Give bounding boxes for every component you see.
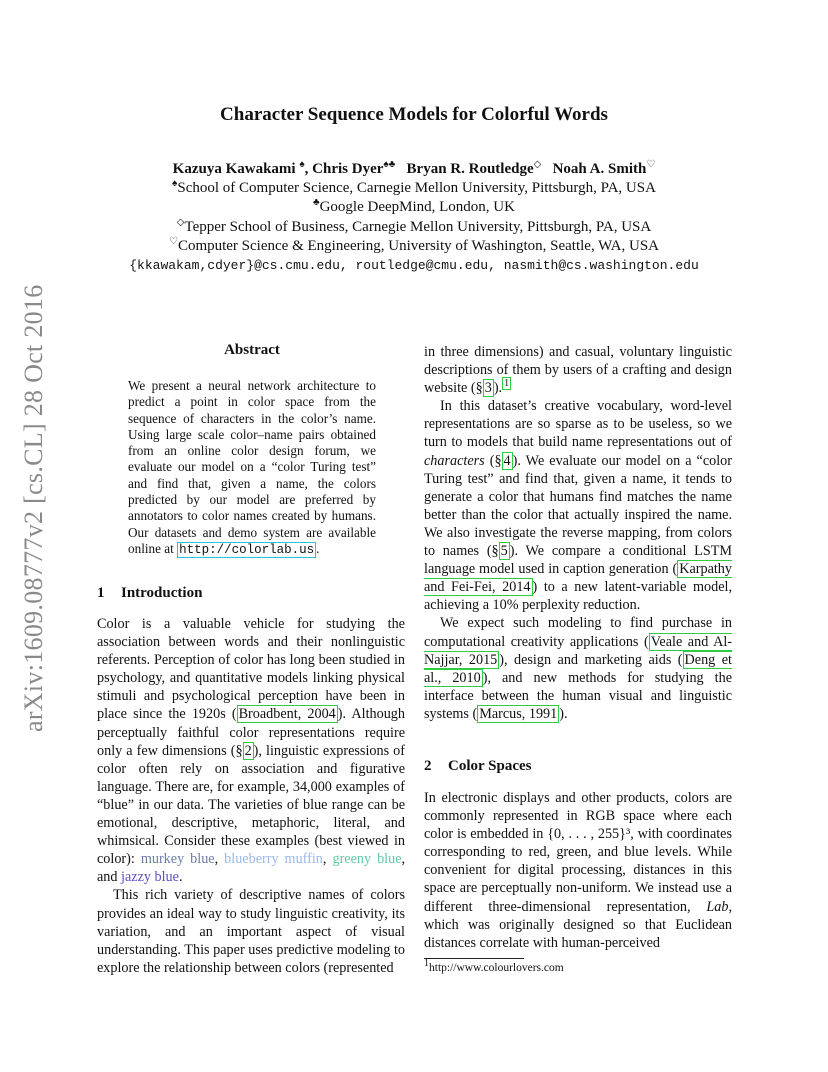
affiliation-4-mark: ♡ [168,235,178,247]
author-3: Bryan R. Routledge [406,161,534,177]
intro-p1-c: ), linguistic expressions of color often rely on association and figurative language. There are, for example, 34,000 examples of “blue” in our data. The varieties of blue range can be emotional, descriptive, metaphoric, literal, and whimsical. Consider these examples (best viewed in color): [97,742,405,868]
ref-section-2[interactable]: 2 [244,742,252,759]
author-4-mark: ♡ [646,159,656,170]
right-p1-b: ). [493,380,503,397]
right-p2-d: ). We compare a conditional LSTM language model used in caption generation ( [424,543,732,578]
abstract-heading: Abstract [224,342,280,358]
intro-and: , and [97,851,406,886]
author-1: Kazuya Kawakami [172,161,296,177]
example-jazzy-blue: jazzy blue [121,869,179,886]
footnote-ref-1[interactable]: 1 [504,378,510,390]
abstract-text: We present a neural network architecture to predict a point in color space from the sequence of characters in the color’s name. Using large scale color–name pairs obtained from an online color design forum, we evaluate our model on a “color Turing test” and find that, given a name, the colors predicted by our model are preferred by annotators to color names created by humans. Our datasets and demo system are available online at [128,378,376,556]
affiliation-3-text: Tepper School of Business, Carnegie Mellon University, Pittsburgh, PA, USA [184,218,652,235]
lab-term: Lab [706,898,729,915]
affiliation-2 [0,198,828,217]
cite-broadbent[interactable]: Broadbent, 2004 [238,706,336,723]
affiliation-1-text: School of Computer Science, Carnegie Mellon University, Pittsburgh, PA, USA [177,180,656,197]
demo-url-link[interactable]: http://colorlab.us [179,542,315,557]
rgb-set-math: {0, . . . , 255}³ [547,826,631,843]
ref-section-4[interactable]: 4 [503,452,511,469]
author-2-mark: ♠♣ [383,159,396,170]
right-p2-a: In this dataset’s creative vocabulary, word-level representations are so sparse as to be useless, so we turn to models that build name representations out of [424,398,732,451]
cite-karpathy[interactable]: Karpathy and Fei-Fei, 2014 [424,561,732,596]
arxiv-id: arXiv:1609.08777v2 [cs.CL] 28 Oct 2016 [19,284,48,732]
intro-p1-a: Color is a valuable vehicle for studying the association between words and their nonlinguistic referents. Perception of color has long been studied in psychology, and quantitative models linking physical stimuli and psychological perception have been in place since the 1920s ( [97,616,405,723]
right-p3-a: We expect such modeling to find purchase in computational creativity applications ( [424,615,732,650]
author-block [0,160,828,275]
author-1-mark: ♠ [299,159,305,170]
right-paragraph-2 [424,397,732,614]
example-murkey-blue: murkey blue [140,851,215,868]
affiliation-2-text: Google DeepMind, London, UK [319,199,515,216]
author-4: Noah A. Smith [552,161,647,177]
right-p1-a: in three dimensions) and casual, voluntary linguistic descriptions of them by users of a crafting and design website (§ [424,344,732,397]
s2-p1-b: , with coordinates corresponding to red, green, and blue levels. While convenient for digital processing, distances in this space are perceptually non-uniform. We instead use a different three-dimensional representation, [424,826,733,915]
abstract-body [128,378,376,558]
footnote-rule [424,958,524,959]
author-emails: {kkawakam,cdyer}@cs.cmu.edu, routledge@cmu.edu, nasmith@cs.washington.edu [129,258,699,274]
right-column-text [424,343,732,723]
author-2: Chris Dyer [312,161,384,177]
affiliation-4-text: Computer Science & Engineering, University of Washington, Seattle, WA, USA [177,237,660,254]
right-paragraph-3 [424,614,732,723]
section-2-text [424,789,732,952]
ref-section-5[interactable]: 5 [500,543,508,560]
intro-paragraph-2: This rich variety of descriptive names of colors provides an ideal way to study linguistic creativity, its variation, and an important aspect of visual understanding. This paper uses predictive modeling to explore the relationship between colors (represented [97,887,405,976]
right-paragraph-1 [424,343,732,397]
affiliation-3-mark: ◇ [176,216,185,228]
cite-deng[interactable]: Deng et al., 2010 [424,651,732,686]
left-column-text [97,615,405,977]
color-spaces-paragraph [424,789,732,952]
cite-veale[interactable]: Veale and Al-Najjar, 2015 [424,633,732,668]
affiliation-1-mark: ♠ [172,178,178,190]
affiliation-2-mark: ♣ [313,197,320,209]
affiliation-3 [0,218,828,237]
right-p2-b: (§ [484,452,502,469]
right-p3-d: ). [559,705,568,722]
right-p2-em: characters [424,452,485,469]
section-2-heading [424,758,531,775]
s2-p1-c: , which was originally designed so that Euclidean distances correlate with human-perceived [424,898,732,951]
intro-p1-b: ). Although perceptually faithful color representations require only a few dimensions (§ [97,706,405,759]
abstract-end: . [316,540,320,556]
example-blueberry-muffin: blueberry muffin [224,851,323,868]
cite-marcus[interactable]: Marcus, 1991 [479,705,558,722]
right-p2-c: ). We evaluate our model on a “color Turing test” and find that, given a name, it tends to generate a color that humans find matches the name better than the color that actually inspired the name. We also investigate the reverse mapping, from colors to names (§ [424,452,732,560]
author-names: Kazuya Kawakami ♠, Chris Dyer♠♣ Bryan R. Routledge◇ Noah A. Smith♡ [172,159,656,177]
footnote-1 [424,958,744,974]
section-2-title: Color Spaces [448,758,532,774]
section-1-heading [97,585,202,602]
footnote-1-url[interactable]: http://www.colourlovers.com [429,962,564,974]
ref-section-3[interactable]: 3 [484,380,492,397]
right-p3-c: ), and new methods for studying the interface between the human visual and linguistic systems ( [424,669,732,722]
section-2-number: 2 [424,758,432,774]
section-1-number: 1 [97,585,105,601]
section-1-title: Introduction [121,585,203,601]
example-greeny-blue: greeny blue [332,851,402,868]
author-3-mark: ◇ [533,159,542,170]
intro-paragraph-1: Color is a valuable vehicle for studying the association between words and their nonlinguistic referents. Perception of color has long been studied in psychology, and quantitative models linking physical stimuli and psychological perception have been in place since the 1920s ( Broadbent, 2004 ). Although perceptually faithful color representations require only a few dimensions (§ 2 ), linguistic expressions of color often rely on association and figurative language. There are, for example, 34,000 examples of “blue” in our data. The varieties of blue range can be emotional, descriptive, metaphoric, literal, and whimsical. Consider these examples (best viewed in color): murkey blue, blueberry muffin, greeny blue, and jazzy blue. [97,616,406,886]
right-p3-b: ), design and marketing aids ( [499,651,683,668]
affiliation-4 [0,237,828,256]
paper-title: Character Sequence Models for Colorful Words [220,104,608,125]
arxiv-stamp [18,262,48,734]
footnote-1-mark: 1 [424,958,429,970]
affiliation-1 [0,179,828,198]
s2-p1-a: In electronic displays and other products, colors are commonly represented in RGB space where each color is embedded in [424,790,732,843]
right-p2-e: ) to a new latent-variable model, achieving a 10% perplexity reduction. [424,579,732,614]
